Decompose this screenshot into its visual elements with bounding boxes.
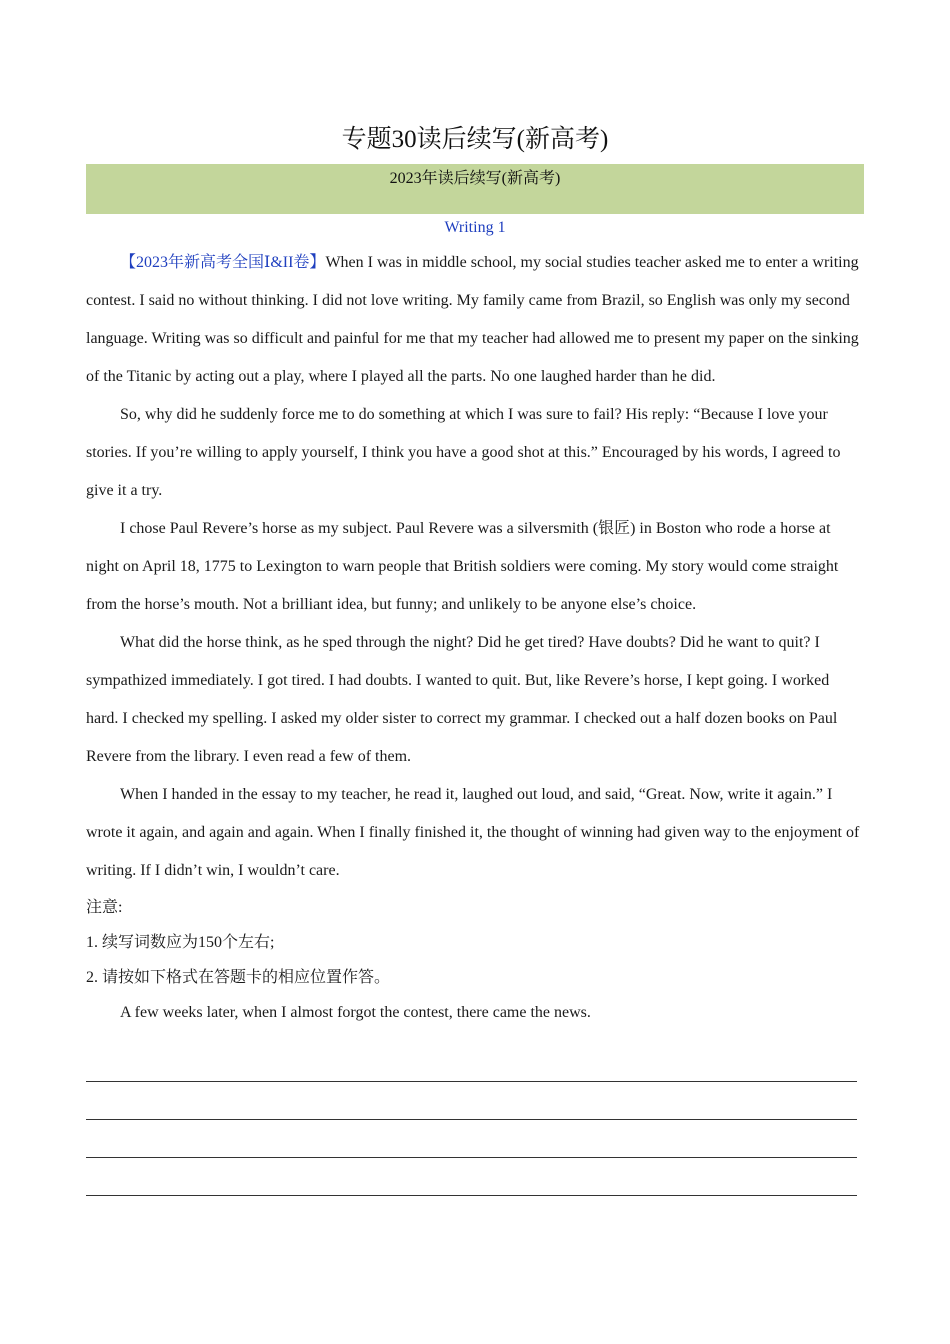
answer-line[interactable] [86,1157,857,1158]
answer-line[interactable] [86,1119,857,1120]
answer-lines [86,1081,857,1233]
passage-paragraph-5: When I handed in the essay to my teacher, he read it, laughed out loud, and said, “Great. Now, write it again.” I wrote it again, and again and again. When I finally finished it, the thought of winning had given way to the enjoyment of writing. If I didn’t win, I wouldn’t care. [86,786,860,879]
note-item-1: 1. 续写词数应为150个左右; [86,934,275,951]
passage-paragraph-4: What did the horse think, as he sped through the night? Did he get tired? Have doubts? Did he want to quit? I sympathized immediately. I got tired. I had doubts. I wanted to quit. But, like Revere’s horse, I kept going. I worked hard. I checked my spelling. I asked my older sister to correct my grammar. I checked out a half dozen books on Paul Revere from the library. I even read a few of them. [86,634,838,765]
passage-paragraph-3: I chose Paul Revere’s horse as my subject. Paul Revere was a silversmith (银匠) in Boston who rode a horse at night on April 18, 1775 to Lexington to warn people that British soldiers were coming. My story would come straight from the horse’s mouth. Not a brilliant idea, but funny; and unlikely to be anyone else’s choice. [86,520,839,613]
notes-heading: 注意: [86,899,123,916]
section-heading: 2023年读后续写(新高考) [389,170,561,187]
paragraph-text: When I was in middle school, my social studies teacher asked me to enter a writing contest. I said no without thinking. I did not love writing. My family came from Brazil, so English was only my second language. Writing was so difficult and painful for me that my teacher had allowed me to present my paper on the sinking of the Titanic by acting out a play, where I played all the parts. No one laughed harder than he did. [86,254,859,385]
section-heading-band [86,164,864,214]
page-title: 专题30读后续写(新高考) [341,126,609,153]
passage-paragraph-2: So, why did he suddenly force me to do something at which I was sure to fail? His reply: “Because I love your stories. If you’re willing to apply yourself, I think you have a good shot at this.” Encouraged by his words, I agreed to give it a try. [86,406,841,499]
answer-line[interactable] [86,1081,857,1082]
writing-label: Writing 1 [444,219,506,236]
note-item-2: 2. 请按如下格式在答题卡的相应位置作答。 [86,969,391,986]
source-tag: 【2023年新高考全国Ⅰ&II卷】 [120,254,326,271]
answer-line[interactable] [86,1195,857,1196]
passage-paragraph-1 [86,244,864,396]
continuation-prompt: A few weeks later, when I almost forgot the contest, there came the news. [120,1004,591,1021]
reading-passage [86,244,864,1030]
